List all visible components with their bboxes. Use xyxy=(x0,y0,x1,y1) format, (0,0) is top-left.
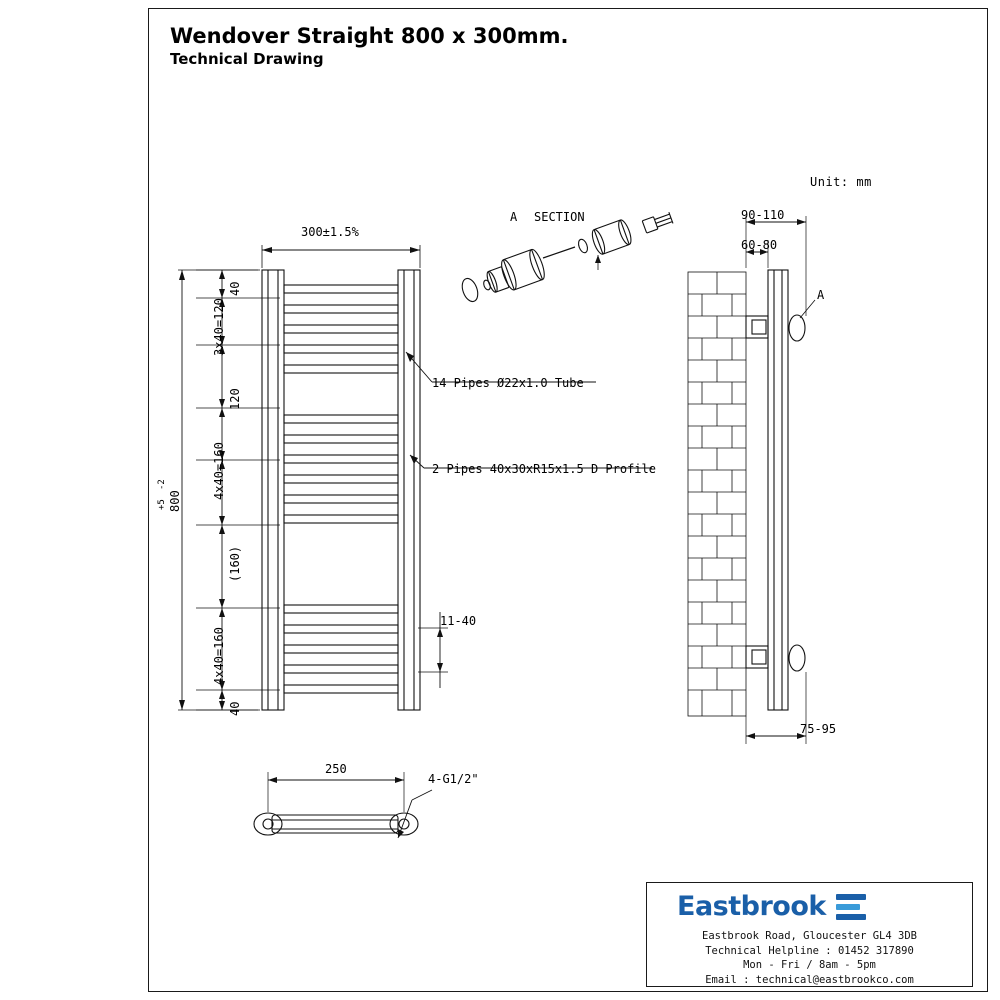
front-bottom-gap-dim: 40 xyxy=(228,701,242,716)
side-dim-top: 90-110 xyxy=(741,208,785,222)
brand-row xyxy=(677,891,866,922)
front-height-tol-dn: -2 xyxy=(157,479,167,490)
section-label-a: A xyxy=(510,210,518,224)
front-group-3-dim: 4x40=160 xyxy=(212,442,226,500)
wall-hatch xyxy=(688,272,746,716)
footer-hours: Mon - Fri / 8am - 5pm xyxy=(743,959,876,971)
front-left-rail xyxy=(262,270,284,710)
footer-contact-details xyxy=(647,929,972,987)
side-rail xyxy=(768,270,788,710)
front-group-1-dim: 3x40=120 xyxy=(212,298,226,356)
brand-name: Eastbrook xyxy=(677,891,826,922)
front-top-gap-dim: 40 xyxy=(228,281,242,296)
callout-pipes: 14 Pipes Ø22x1.0 Tube xyxy=(432,376,584,390)
wall-bracket-top xyxy=(746,316,768,338)
page-subtitle: Technical Drawing xyxy=(170,50,324,68)
unit-note: Unit: mm xyxy=(810,175,872,189)
wall-bracket-bottom xyxy=(746,646,768,668)
front-group-5-dim: 4x40=160 xyxy=(212,627,226,685)
front-width-dim: 300±1.5% xyxy=(301,225,359,239)
bottom-plan-view xyxy=(254,813,418,835)
front-height-dim: 800 xyxy=(168,490,182,512)
side-dim-inner: 60-80 xyxy=(741,238,778,252)
bottom-thread-note: 4-G1/2" xyxy=(428,772,479,786)
section-label: SECTION xyxy=(534,210,585,224)
section-exploded-assembly xyxy=(459,211,673,303)
footer-helpline: Technical Helpline : 01452 317890 xyxy=(705,944,914,957)
side-valve-bottom xyxy=(789,645,805,671)
eastbrook-logo-icon xyxy=(836,894,866,920)
front-right-rail xyxy=(398,270,420,710)
front-horizontal-bars xyxy=(284,285,398,693)
side-dim-bottom: 75-95 xyxy=(800,722,837,736)
footer-block xyxy=(646,882,973,987)
front-group-2-dim: 120 xyxy=(228,388,242,410)
front-group-4-dim: (160) xyxy=(228,545,242,582)
footer-email[interactable]: Email : technical@eastbrookco.com xyxy=(705,973,914,986)
front-bracket-dim: 11-40 xyxy=(440,614,477,628)
page-title: Wendover Straight 800 x 300mm. xyxy=(170,24,569,48)
callout-profile: 2 Pipes 40x30xR15x1.5 D Profile xyxy=(432,462,656,476)
side-valve-top xyxy=(789,315,805,341)
side-marker-a: A xyxy=(817,288,825,302)
bottom-dim-width: 250 xyxy=(325,762,347,776)
front-height-tol-up: +5 xyxy=(157,499,167,510)
footer-address: Eastbrook Road, Gloucester GL4 3DB xyxy=(702,930,917,942)
